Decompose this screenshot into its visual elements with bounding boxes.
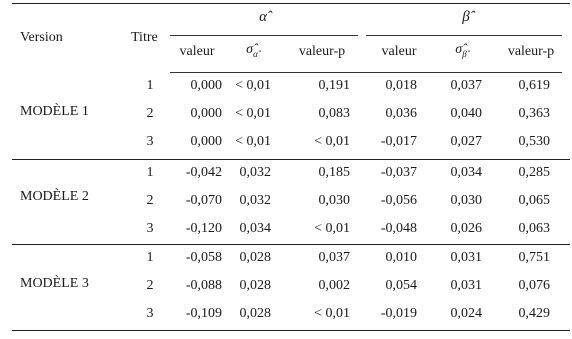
beta-sigma-cell: 0,034	[450, 165, 482, 180]
alpha-value-cell: -0,058	[185, 250, 222, 265]
titre-cell: 1	[146, 250, 154, 265]
alpha-sigma-cell: 0,032	[239, 193, 271, 208]
alpha-pvalue-cell: < 0,01	[314, 221, 350, 236]
beta-value-cell: -0,056	[380, 193, 417, 208]
titre-cell: 1	[146, 78, 154, 93]
titre-cell: 3	[146, 221, 154, 236]
beta-value-cell: 0,010	[385, 250, 417, 265]
alpha-value-cell: -0,042	[185, 165, 222, 180]
beta-pvalue-cell: 0,619	[518, 78, 550, 93]
beta-sigma-subscript: β̂	[462, 49, 467, 59]
beta-sigma-cell: 0,031	[450, 250, 482, 265]
titre-cell: 2	[146, 193, 154, 208]
alpha-pvalue-cell: 0,191	[318, 78, 350, 93]
model-label: MODÈLE 1	[20, 104, 89, 119]
alpha-value-cell: 0,000	[190, 78, 222, 93]
beta-pvalue-cell: 0,065	[518, 193, 550, 208]
beta-pvalue-cell: 0,076	[518, 278, 550, 293]
alpha-value-cell: 0,000	[190, 106, 222, 121]
beta-pvalue-cell: 0,285	[518, 165, 550, 180]
top-rule	[12, 3, 570, 4]
alpha-value-cell: -0,088	[185, 278, 222, 293]
alpha-sigma-symbol: σ̂	[246, 42, 254, 57]
alpha-value-cell: -0,120	[185, 221, 222, 236]
alpha-pvalue-cell: 0,037	[318, 250, 350, 265]
beta-sigma-cell: 0,030	[450, 193, 482, 208]
bottom-rule	[12, 330, 570, 331]
alpha-sigma-cell: 0,034	[239, 221, 271, 236]
beta-pvalue-cell: 0,429	[518, 306, 550, 321]
beta-sigma-cell: 0,027	[450, 134, 482, 149]
alpha-sigma-cell: 0,028	[239, 306, 271, 321]
alpha-pvalue-cell: 0,185	[318, 165, 350, 180]
alpha-sigma-cell: < 0,01	[235, 106, 271, 121]
titre-cell: 3	[146, 306, 154, 321]
alpha-group-header: α̂	[259, 9, 267, 25]
beta-value-cell: 0,018	[385, 78, 417, 93]
model-label: MODÈLE 2	[20, 189, 89, 204]
alpha-sigma-cell: < 0,01	[235, 78, 271, 93]
beta-sigma-cell: 0,037	[450, 78, 482, 93]
beta-pvalue-cell: 0,063	[518, 221, 550, 236]
beta-pvalue-cell: 0,530	[518, 134, 550, 149]
alpha-value-cell: -0,070	[185, 193, 222, 208]
alpha-pvalue-cell: < 0,01	[314, 134, 350, 149]
beta-value-cell: 0,054	[385, 278, 417, 293]
titre-cell: 3	[146, 134, 154, 149]
alpha-pvalue-cell: 0,030	[318, 193, 350, 208]
model-label: MODÈLE 3	[20, 276, 89, 291]
alpha-value-cell: 0,000	[190, 134, 222, 149]
beta-value-cell: 0,036	[385, 106, 417, 121]
alpha-group-rule	[170, 35, 358, 36]
beta-value-cell: -0,037	[380, 165, 417, 180]
group2-bottom-rule	[12, 244, 570, 245]
beta-value-cell: -0,019	[380, 306, 417, 321]
alpha-sigma-cell: < 0,01	[235, 134, 271, 149]
alpha-pvalue-header: valeur-p	[298, 44, 346, 59]
alpha-sigma-subscript: α̂	[253, 49, 258, 59]
beta-group-header: β̂	[462, 9, 470, 25]
beta-value-cell: -0,048	[380, 221, 417, 236]
group1-bottom-rule	[12, 159, 570, 160]
alpha-valeur-header: valeur	[179, 44, 215, 59]
alpha-pvalue-cell: 0,083	[318, 106, 350, 121]
beta-valeur-header: valeur	[381, 44, 417, 59]
version-header: Version	[20, 30, 63, 45]
beta-sigma-symbol: σ̂	[455, 42, 463, 57]
beta-pvalue-cell: 0,751	[518, 250, 550, 265]
beta-sigma-cell: 0,026	[450, 221, 482, 236]
titre-header: Titre	[131, 30, 158, 45]
alpha-pvalue-cell: 0,002	[318, 278, 350, 293]
header-bottom-rule	[170, 72, 562, 73]
alpha-sigma-cell: 0,032	[239, 165, 271, 180]
beta-pvalue-header: valeur-p	[507, 44, 555, 59]
titre-cell: 2	[146, 278, 154, 293]
titre-cell: 1	[146, 165, 154, 180]
alpha-sigma-cell: 0,028	[239, 250, 271, 265]
beta-sigma-header	[455, 42, 466, 62]
alpha-value-cell: -0,109	[185, 306, 222, 321]
alpha-sigma-cell: 0,028	[239, 278, 271, 293]
beta-sigma-cell: 0,031	[450, 278, 482, 293]
beta-sigma-cell: 0,040	[450, 106, 482, 121]
beta-sigma-cell: 0,024	[450, 306, 482, 321]
beta-pvalue-cell: 0,363	[518, 106, 550, 121]
beta-value-cell: -0,017	[380, 134, 417, 149]
titre-cell: 2	[146, 106, 154, 121]
beta-group-rule	[366, 35, 562, 36]
alpha-pvalue-cell: < 0,01	[314, 306, 350, 321]
alpha-sigma-header	[246, 42, 258, 62]
